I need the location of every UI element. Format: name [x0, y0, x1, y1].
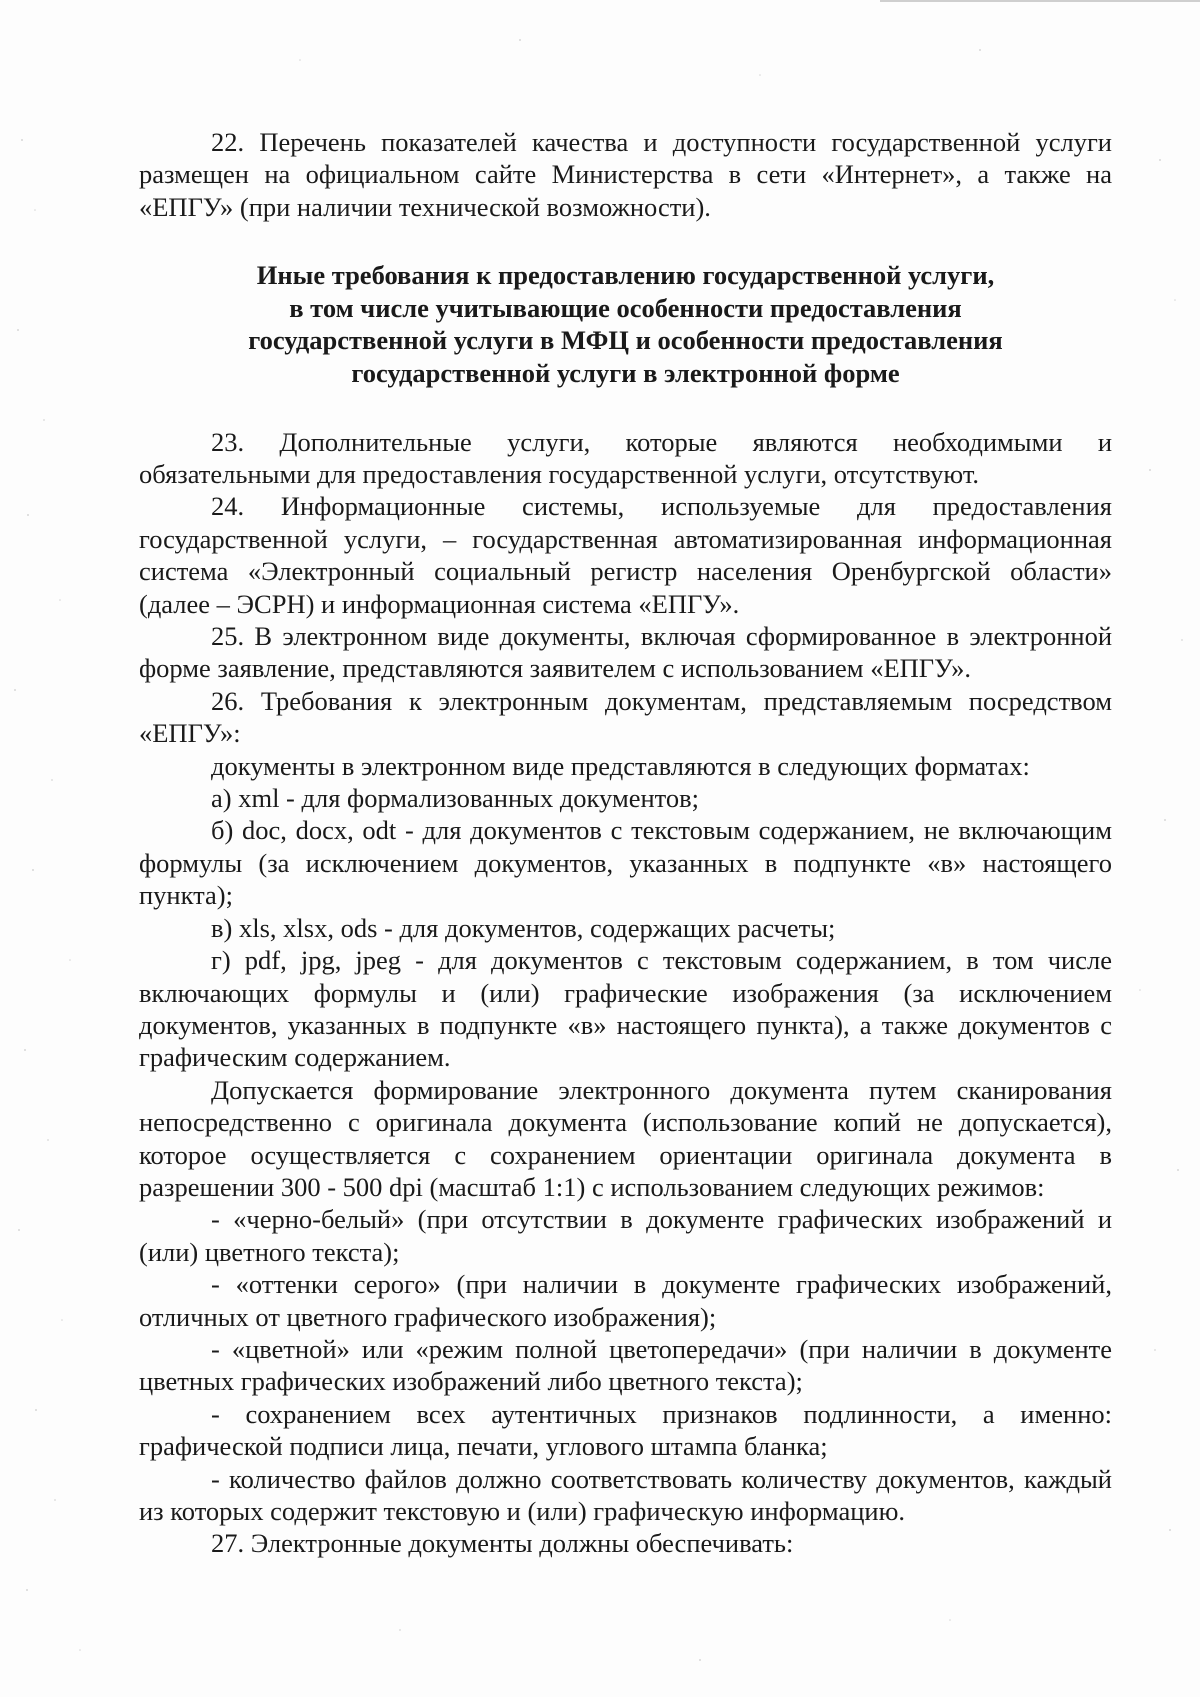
paragraph-23: 23. Дополнительные услуги, которые являются необходимыми и обязательными для предоставления государственной услуги, отсутствуют. — [139, 426, 1112, 489]
paragraph-25: 25. В электронном виде документы, включая сформированное в электронной форме заявление, представляются заявителем с использованием «ЕПГУ». — [139, 621, 1112, 684]
format-item-a: а) xml - для формализованных документов; — [211, 783, 700, 814]
mode-black-white: - «черно-белый» (при отсутствии в документе графических изображений и (или) цветного текста); — [139, 1204, 1112, 1267]
format-item-g: г) pdf, jpg, jpeg - для документов с текстовым содержанием, в том числе включающих формулы и (или) графические изображения (за исключением документов, указанных в подпункте «в» настоящего пункта), а также документов с графическим содержанием. — [139, 945, 1112, 1073]
paragraph-22: 22. Перечень показателей качества и доступности государственной услуги размещен на официальном сайте Министерства в сети «Интернет», а также на «ЕПГУ» (при наличии технической возможности). — [139, 127, 1112, 222]
authenticity-item: - сохранением всех аутентичных признаков подлинности, а именно: графической подписи лица, печати, углового штампа бланка; — [139, 1398, 1112, 1462]
page-edge-line — [880, 0, 1200, 2]
section-heading — [139, 259, 1112, 389]
heading-line-2: в том числе учитывающие особенности предоставления — [289, 292, 962, 323]
document-body — [139, 126, 1112, 1560]
format-item-v: в) xls, xlsx, ods - для документов, содержащих расчеты; — [211, 912, 836, 943]
formats-intro: документы в электронном виде представляются в следующих форматах: — [211, 750, 1030, 781]
heading-line-3: государственной услуги в МФЦ и особенности предоставления — [248, 325, 1003, 356]
scanning-paragraph: Допускается формирование электронного документа путем сканирования непосредственно с оригинала документа (использование копий не допускается), которое осуществляется с сохранением ориентации оригинала документа в разрешении 300 - 500 dpi (масштаб 1:1) с использованием следующих режимов: — [139, 1074, 1112, 1202]
paragraph-26: 26. Требования к электронным документам, представляемым посредством «ЕПГУ»: — [139, 685, 1112, 749]
mode-color: - «цветной» или «режим полной цветопередачи» (при наличии в документе цветных графических изображений либо цветного текста); — [139, 1333, 1112, 1397]
mode-grayscale: - «оттенки серого» (при наличии в документе графических изображений, отличных от цветного графического изображения); — [139, 1269, 1112, 1332]
heading-line-1: Иные требования к предоставлению государственной услуги, — [256, 260, 995, 291]
paragraph-24: 24. Информационные системы, используемые для предоставления государственной услуги, – государственная автоматизированная информационная система «Электронный социальный регистр населения Оренбургской области» (далее – ЭСРН) и информационная система «ЕПГУ». — [139, 491, 1112, 619]
file-count-item: - количество файлов должно соответствовать количеству документов, каждый из которых содержит текстовую и (или) графическую информацию. — [139, 1463, 1112, 1526]
format-item-b: б) doc, docx, odt - для документов с текстовым содержанием, не включающим формулы (за исключением документов, указанных в подпункте «в» настоящего пункта); — [139, 815, 1112, 911]
heading-line-4: государственной услуги в электронной форме — [351, 358, 900, 388]
paragraph-27: 27. Электронные документы должны обеспечивать: — [211, 1528, 794, 1559]
